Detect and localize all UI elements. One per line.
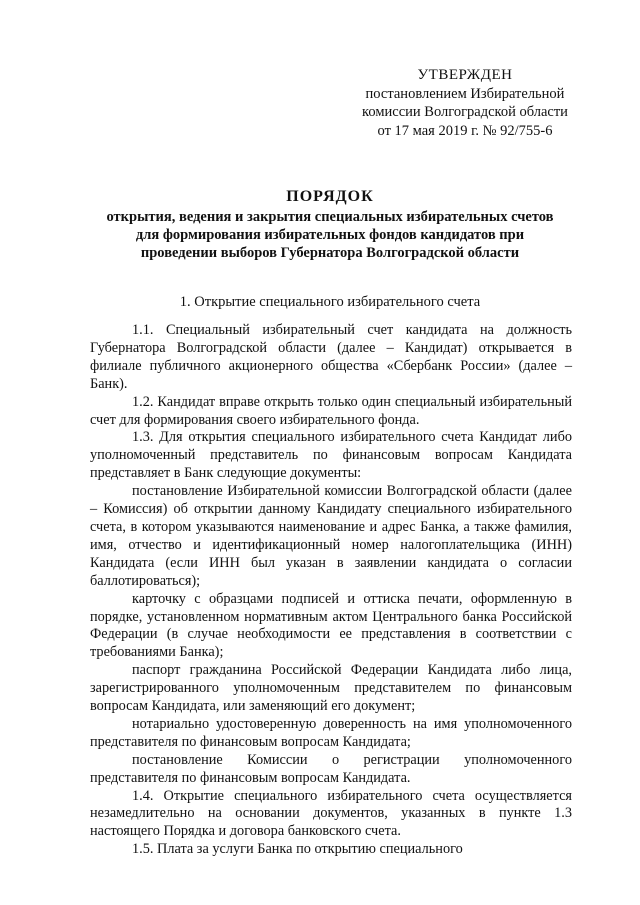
section-heading: 1. Открытие специального избирательного счета bbox=[179, 294, 481, 310]
paragraph: 1.1. Специальный избирательный счет кандидата на должность Губернатора Волгоградской области (далее – Кандидат) открывается в филиале публичного акционерного общества «Сбербанк России» (далее – Банк). bbox=[90, 322, 572, 392]
title-line: проведении выборов Губернатора Волгоградской области bbox=[140, 245, 520, 261]
approval-line: постановлением Избирательной bbox=[365, 85, 565, 102]
paragraph: нотариально удостоверенную доверенность на имя уполномоченного представителя по финансовым вопросам Кандидата; bbox=[90, 715, 572, 750]
paragraph: 1.3. Для открытия специального избирательного счета Кандидат либо уполномоченный представитель по финансовым вопросам Кандидата представляет в Банк следующие документы: bbox=[90, 429, 572, 482]
title-line: для формирования избирательных фондов кандидатов при bbox=[135, 227, 525, 243]
paragraph: 1.2. Кандидат вправе открыть только один специальный избирательный счет для формирования своего избирательного фонда. bbox=[90, 393, 572, 428]
approval-line: от 17 мая 2019 г. № 92/755-6 bbox=[377, 122, 553, 139]
paragraph: постановление Избирательной комиссии Волгоградской области (далее – Комиссия) об открытии данному Кандидату специального избирательного счета, в котором указываются наименование и адрес Банка, а также фамилия, имя, отчество и идентификационный номер налогоплательщика (ИНН) Кандидата (если ИНН был указан в заявлении кандидата о согласии баллотироваться); bbox=[90, 483, 572, 589]
paragraph: постановление Комиссии о регистрации уполномоченного представителя по финансовым вопросам Кандидата. bbox=[90, 751, 572, 786]
paragraph: карточку с образцами подписей и оттиска печати, оформленную в порядке, установленном нормативным актом Центрального банка Российской Федерации (в случае необходимости ее представления в соответствии с требованиями Банка); bbox=[90, 590, 572, 661]
paragraph: 1.4. Открытие специального избирательного счета осуществляется незамедлительно на основании документов, указанных в пункте 1.3 настоящего Порядка и договора банковского счета. bbox=[90, 787, 572, 840]
approval-line: комиссии Волгоградской области bbox=[362, 104, 568, 120]
title-line: открытия, ведения и закрытия специальных избирательных счетов bbox=[106, 209, 554, 225]
paragraph: 1.5. Плата за услуги Банка по открытию специального bbox=[132, 841, 463, 858]
document-title bbox=[90, 188, 570, 262]
approval-stamp bbox=[345, 66, 585, 140]
title-main: ПОРЯДОК bbox=[286, 188, 374, 205]
paragraph: паспорт гражданина Российской Федерации Кандидата либо лица, зарегистрированного уполномоченным представителем по финансовым вопросам Кандидата, или заменяющий его документ; bbox=[90, 662, 572, 715]
document-body bbox=[90, 322, 572, 859]
approval-heading: УТВЕРЖДЕН bbox=[417, 67, 513, 83]
